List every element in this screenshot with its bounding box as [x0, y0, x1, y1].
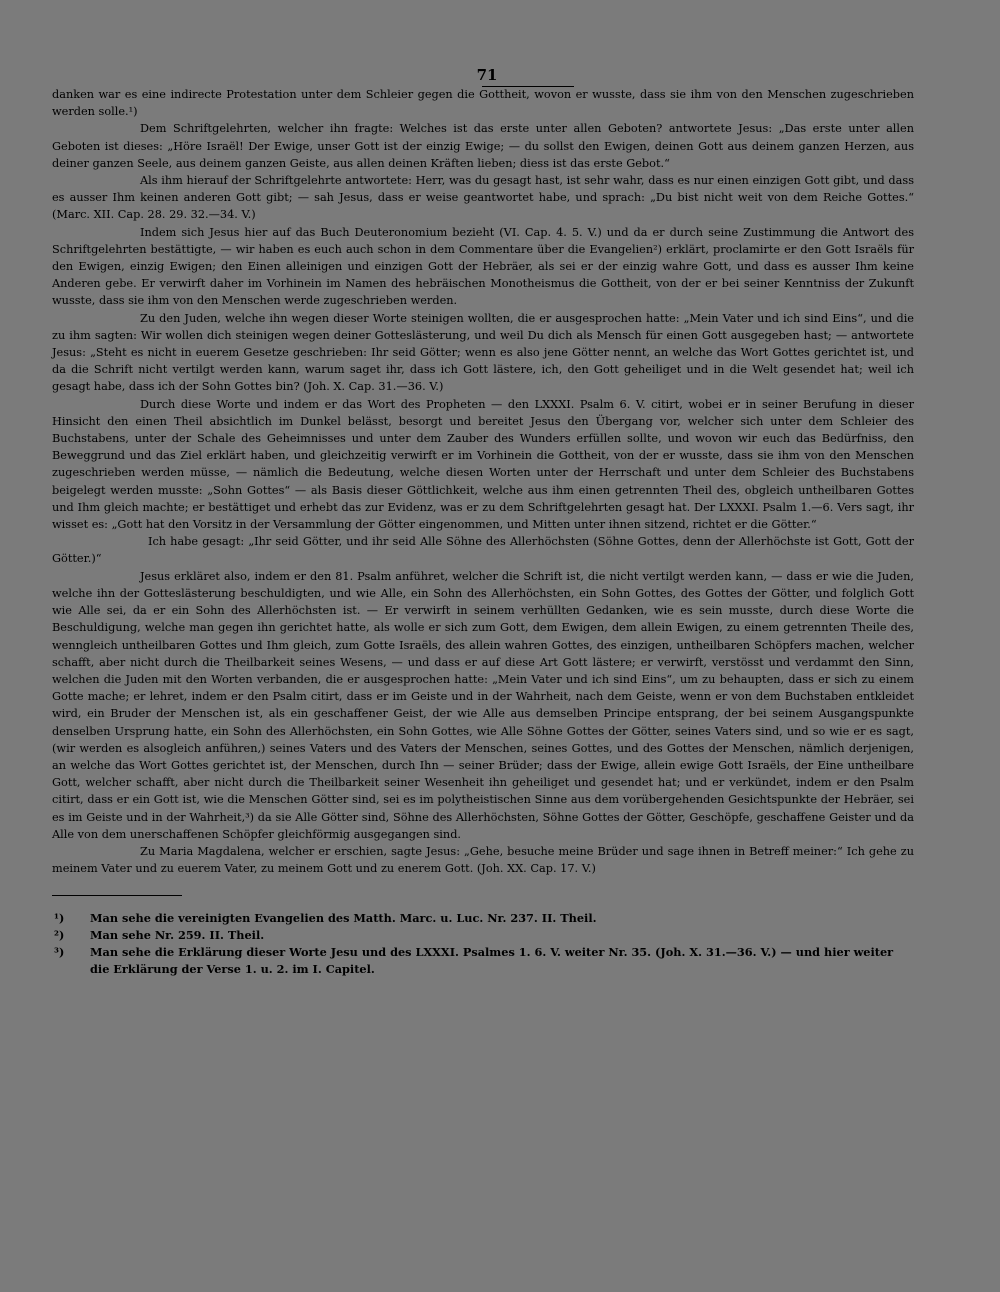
- footnote-3: [52, 944, 914, 978]
- footnote-text: Man sehe Nr. 259. II. Theil.: [90, 928, 265, 943]
- footnote-rule: [52, 895, 182, 896]
- paragraph-4: Indem sich Jesus hier auf das Buch Deuteronomium bezieht (VI. Cap. 4. 5. V.) und da er durch seine Zustimmung die Antwort des Schriftgelehrten bestättigte, — wir haben es euch auch schon in dem Commentare über die Evangelien²) erklärt, proclamirte er den Gott Israëls für den Ewigen, einzig Ewigen; den Einen alleinigen und einzigen Gott der Hebräer, als sei er der einzig wahre Gott, und dass es ausser Ihm keine Anderen gebe. Er verwirft daher im Vorhinein im Namen des hebräischen Monotheismus die Gottheit, von der er bei seiner Kenntniss der Zukunft wusste, dass sie ihm von den Menschen werde zugeschrieben werden.: [52, 225, 914, 308]
- paragraph-3: Als ihm hierauf der Schriftgelehrte antwortete: Herr, was du gesagt hast, ist sehr wahr, dass es nur einen einzigen Gott gibt, und dass es ausser Ihm keinen anderen Gott gibt; — sah Jesus, dass er weise geantwortet habe, und sprach: „Du bist nicht weit von dem Reiche Gottes.“ (Marc. XII. Cap. 28. 29. 32.—34. V.): [52, 174, 914, 222]
- footnote-mark: ¹): [54, 911, 65, 926]
- footnote-1: [52, 910, 914, 927]
- paragraph-5: Zu den Juden, welche ihn wegen dieser Worte steinigen wollten, die er ausgesprochen hatte: „Mein Vater und ich sind Eins“, und die zu ihm sagten: Wir wollen dich steinigen wegen deiner Gotteslästerung, und weil Du dich als Mensch für einen Gott ausgegeben hast; — antwortete Jesus: „Steht es nicht in euerem Gesetze geschrieben: Ihr seid Götter; wenn es also jene Götter nennt, an welche das Wort Gottes gerichtet ist, und da die Schrift nicht vertilgt werden kann, warum saget ihr, dass ich Gott lästere, ich, den Gott geheiliget und in die Welt gesendet hat; weil ich gesagt habe, dass ich der Sohn Gottes bin? (Joh. X. Cap. 31.—36. V.): [52, 311, 914, 394]
- footnote-mark: ³): [54, 945, 65, 960]
- footnote-mark: ²): [54, 928, 65, 943]
- body-text: [52, 86, 914, 877]
- paragraph-9: Zu Maria Magdalena, welcher er erschien, sagte Jesus: „Gehe, besuche meine Brüder und sage ihnen in Betreff meiner:“ Ich gehe zu meinem Vater und zu euerem Vater, zu meinem Gott und zu enerem Gott. (Joh. XX. Cap. 17. V.): [52, 844, 914, 876]
- paragraph-6: Durch diese Worte und indem er das Wort des Propheten — den LXXXI. Psalm 6. V. citirt, wobei er in seiner Berufung in dieser Hinsicht den einen Theil absichtlich im Dunkel belässt, besorgt und bereitet Jesus den Übergang vor, welcher sich unter dem Schleier des Buchstabens, unter der Schale des Geheimnisses und unter dem Zauber des Wunders erfüllen sollte, und wovon wir euch das Bedürfniss, den Beweggrund und das Ziel erklärt haben, und gleichzeitig verwirft er im Vorhinein die Gottheit, von der er wusste, dass sie ihm von den Menschen zugeschrieben werden müsse, — nämlich die Bedeutung, welche diesen Worten unter der Herrschaft und unter dem Schleier des Buchstabens beigelegt werden musste: „Sohn Gottes“ — als Basis dieser Göttlichkeit, welche aus ihm einen getrennten Theil des, obgleich untheilbaren Gottes und Ihm gleich machte; er bestättiget und erhebt das zur Evidenz, was er zu dem Schriftgelehrten gesagt hat. Der LXXXI. Psalm 1.—6. Vers sagt, ihr wisset es: „Gott hat den Vorsitz in der Versammlung der Götter eingenommen, und Mitten unter ihnen sitzend, richtet er die Götter.“: [52, 397, 914, 532]
- paragraph-7: Ich habe gesagt: „Ihr seid Götter, und ihr seid Alle Söhne des Allerhöchsten (Söhne Gottes, denn der Allerhöchste ist Gott, Gott der Götter.)“: [52, 535, 914, 566]
- paragraph-2: Dem Schriftgelehrten, welcher ihn fragte: Welches ist das erste unter allen Geboten? antwortete Jesus: „Das erste unter allen Geboten ist dieses: „Höre Israël! Der Ewige, unser Gott ist der einzig Ewige; — du sollst den Ewigen, deinen Gott aus deinem ganzen Herzen, aus deiner ganzen Seele, aus deinem ganzen Geiste, aus allen deinen Kräften lieben; diess ist das erste Gebot.“: [52, 122, 914, 170]
- header-rule: [482, 86, 574, 87]
- paragraph-8: Jesus erkläret also, indem er den 81. Psalm anführet, welcher die Schrift ist, die nicht vertilgt werden kann, — dass er wie die Juden, welche ihn der Gotteslästerung beschuldigten, und wie Alle, ein Sohn des Allerhöchsten, ein Sohn Gottes, des Gottes der Götter, und folglich Gott wie Alle sei, da er ein Sohn des Allerhöchsten ist. — Er verwirft in seinem verhüllten Gedanken, wie es sein musste, durch diese Worte die Beschuldigung, welche man gegen ihn gerichtet hatte, als wolle er sich zum Gott, dem Ewigen, dem allein Ewigen, zu einem getrennten Theile des, wenngleich untheilbaren Gottes und Ihm gleich, zum Gotte Israëls, des allein wahren Gottes, des einzigen, untheilbaren Schöpfers machen, welcher schafft, aber nicht durch die Theilbarkeit seines Wesens, — und dass er auf diese Art Gott lästere; er verwirft, verstösst und verdammt den Sinn, welchen die Juden mit den Worten verbanden, die er ausgesprochen hatte: „Mein Vater und ich sind Eins“, um zu behaupten, dass er sich zu einem Gotte mache; er lehret, indem er den Psalm citirt, dass er im Geiste und in der Wahrheit, nach dem Geiste, wenn er von dem Buchstaben entkleidet wird, ein Bruder der Menschen ist, als ein geschaffener Geist, der wie Alle aus demselben Principe entsprang, der bei seinem Ausgangspunkte denselben Ursprung hatte, ein Sohn des Allerhöchsten, ein Sohn Gottes, wie Alle Söhne Gottes der Götter, seines Vaters sind, und so wie er es sagt, (wir werden es alsogleich anführen,) seines Vaters und des Vaters der Menschen, seines Gottes, und des Gottes der Menschen, nämlich derjenigen, an welche das Wort Gottes gerichtet ist, der Menschen, durch Ihn — seiner Brüder; dass der Ewige, allein ewige Gott Israëls, der Eine untheilbare Gott, welcher schafft, aber nicht durch die Theilbarkeit seiner Wesenheit ihn geheiliget und gesendet hat; und er verkündet, indem er den Psalm citirt, dass er ein Gott ist, wie die Menschen Götter sind, sei es im polytheistischen Sinne aus dem vorübergehenden Gesichtspunkte der Hebräer, sei es im Geiste und in der Wahrheit,³) da sie Alle Götter sind, Söhne des Allerhöchsten, Söhne Gottes der Götter, Geschöpfe, geschaffene Geister und da Alle von dem unerschaffenen Schöpfer gleichförmig ausgegangen sind.: [52, 569, 914, 841]
- footnote-text: Man sehe die Erklärung dieser Worte Jesu und des LXXXI. Psalmes 1. 6. V. weiter Nr. 35. (Joh. X. 31.—36. V.) — und hier weiter die Erklärung der Verse 1. u. 2. im I. Capitel.: [90, 945, 894, 977]
- footnote-2: [52, 927, 914, 944]
- footnote-text: Man sehe die vereinigten Evangelien des Matth. Marc. u. Luc. Nr. 237. II. Theil.: [90, 911, 597, 926]
- paragraph-1: danken war es eine indirecte Protestation unter dem Schleier gegen die Gottheit, wovon er wusste, dass sie ihm von den Menschen zugeschrieben werden solle.¹): [52, 88, 914, 119]
- document-page: [52, 64, 914, 978]
- footnotes: [52, 910, 914, 978]
- page-number: 71: [476, 66, 498, 84]
